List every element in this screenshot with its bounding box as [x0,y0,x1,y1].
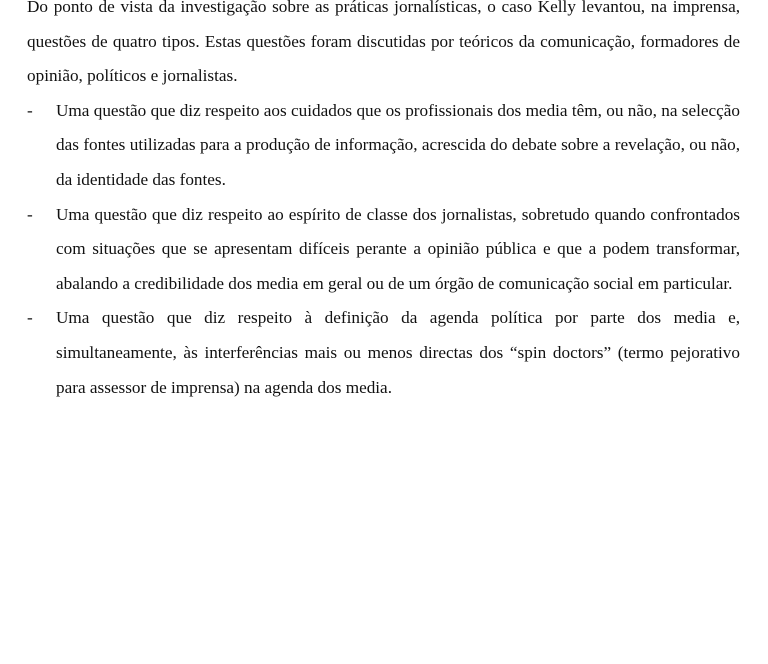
bullet-text: Uma questão que diz respeito ao espírito de classe dos jornalistas, sobretudo quando confrontados com situações que se apresentam difíceis perante a opinião pública e que a podem transformar, abalando a credibilidade dos media em geral ou de um órgão de comunicação social em particular. [56,204,740,293]
bullet-text: Uma questão que diz respeito à definição da agenda política por parte dos media e, simultaneamente, às interferências mais ou menos directas dos “spin doctors” (termo pejorativo para assessor de imprensa) na agenda dos media. [56,308,740,397]
list-item [27,198,740,302]
bullet-list [27,94,740,405]
bullet-dash: - [27,308,33,328]
document-page [27,0,740,405]
bullet-dash: - [27,100,33,120]
bullet-dash: - [27,204,33,224]
list-item [27,301,740,405]
list-item [27,94,740,198]
intro-paragraph: Do ponto de vista da investigação sobre as práticas jornalísticas, o caso Kelly levantou, na imprensa, questões de quatro tipos. Estas questões foram discutidas por teóricos da comunicação, formadores de opinião, políticos e jornalistas. [27,0,740,86]
bullet-text: Uma questão que diz respeito aos cuidados que os profissionais dos media têm, ou não, na selecção das fontes utilizadas para a produção de informação, acrescida do debate sobre a revelação, ou não, da identidade das fontes. [56,100,740,189]
